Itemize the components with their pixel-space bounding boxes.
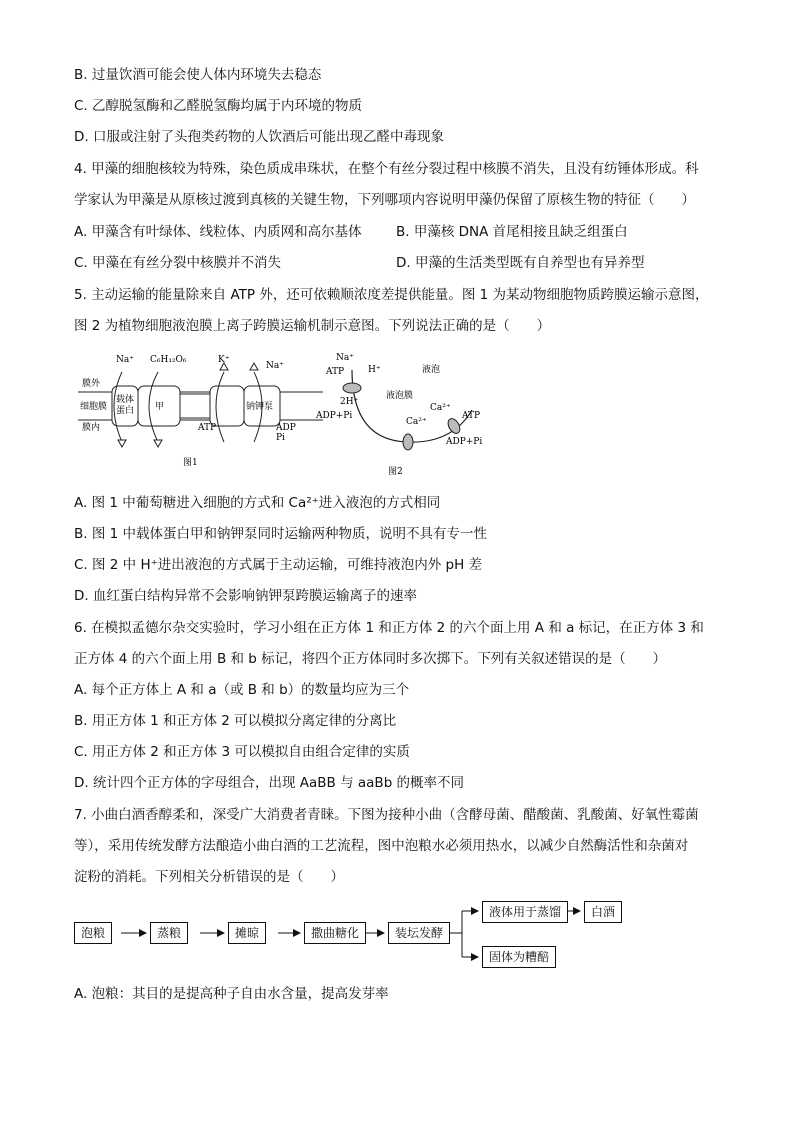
q6-option-c: C. 用正方体 2 和正方体 3 可以模拟自由组合定律的实质 <box>74 744 410 760</box>
figure-1-membrane-transport <box>78 350 323 475</box>
fig1-glucose: C₆H₁₂O₆ <box>150 355 187 365</box>
fig1-ion-k: K⁺ <box>218 355 230 365</box>
q4-option-b: B. 甲藻核 DNA 首尾相接且缺乏组蛋白 <box>396 224 628 240</box>
flow-step-liquor: 白酒 <box>584 901 622 923</box>
q6-option-b: B. 用正方体 1 和正方体 2 可以模拟分离定律的分离比 <box>74 713 397 729</box>
flow-step-soak: 泡粮 <box>74 922 112 944</box>
q4-stem-line1: 4. 甲藻的细胞核较为特殊，染色质成串珠状，在整个有丝分裂过程中核膜不消失，且没有纺锤体形成。科 <box>74 161 699 177</box>
fig1-protein-jia: 甲 <box>155 402 165 412</box>
fig2-ion-ca-1: Ca²⁺ <box>430 403 451 413</box>
fig1-carrier-label-2: 蛋白 <box>116 406 135 416</box>
q5-option-d: D. 血红蛋白结构异常不会影响钠钾泵跨膜运输离子的速率 <box>74 588 417 604</box>
q7-stem-line3: 淀粉的消耗。下列相关分析错误的是（ ） <box>74 869 344 885</box>
q7-stem-line2: 等），采用传统发酵方法酿造小曲白酒的工艺流程，图中泡粮水必须用热水，以减少自然酶活性和杂菌对 <box>74 838 689 854</box>
q4-option-a: A. 甲藻含有叶绿体、线粒体、内质网和高尔基体 <box>74 224 362 240</box>
q7-stem-line1: 7. 小曲白酒香醇柔和，深受广大消费者青睐。下图为接种小曲（含酵母菌、醋酸菌、乳酸菌、好氧性霉菌 <box>74 807 699 823</box>
q7-option-a: A. 泡粮：其目的是提高种子自由水含量，提高发芽率 <box>74 986 389 1002</box>
q4-stem-line2: 学家认为甲藻是从原核过渡到真核的关键生物，下列哪项内容说明甲藻仍保留了原核生物的特征（ ） <box>74 192 695 208</box>
fig1-caption: 图1 <box>183 458 198 468</box>
q5-option-c: C. 图 2 中 H⁺进出液泡的方式属于主动运输，可维持液泡内外 pH 差 <box>74 557 483 573</box>
q3-option-b: B. 过量饮酒可能会使人体内环境失去稳态 <box>74 67 322 83</box>
fig1-label-outside: 膜外 <box>82 379 101 389</box>
fig1-ion-na-1: Na⁺ <box>116 355 134 365</box>
fig2-caption: 图2 <box>388 467 403 477</box>
fig2-tonoplast-label: 液泡膜 <box>386 391 414 401</box>
q6-option-a: A. 每个正方体上 A 和 a（或 B 和 b）的数量均应为三个 <box>74 682 410 698</box>
fig1-carrier-label-1: 载体 <box>116 395 135 405</box>
fig2-ion-h: H⁺ <box>368 365 381 375</box>
fig2-vacuole-label: 液泡 <box>422 365 441 375</box>
fig1-adp: ADP <box>276 423 296 433</box>
q6-option-d: D. 统计四个正方体的字母组合，出现 AaBB 与 aaBb 的概率不同 <box>74 775 465 791</box>
q4-option-c: C. 甲藻在有丝分裂中核膜并不消失 <box>74 255 282 271</box>
q4-option-d: D. 甲藻的生活类型既有自养型也有异养型 <box>396 255 645 271</box>
q5-option-a: A. 图 1 中葡萄糖进入细胞的方式和 Ca²⁺进入液泡的方式相同 <box>74 495 441 511</box>
q5-option-b: B. 图 1 中载体蛋白甲和钠钾泵同时运输两种物质，说明不具有专一性 <box>74 526 488 542</box>
fig1-pump-label: 钠钾泵 <box>246 402 274 412</box>
flow-step-saccharify: 撒曲糖化 <box>304 922 366 944</box>
flow-step-liquid: 液体用于蒸馏 <box>482 901 568 923</box>
flow-step-solid: 固体为糟醅 <box>482 946 556 968</box>
q3-option-d: D. 口服或注射了头孢类药物的人饮酒后可能出现乙醛中毒现象 <box>74 129 444 145</box>
q3-option-c: C. 乙醇脱氢酶和乙醛脱氢酶均属于内环境的物质 <box>74 98 363 114</box>
flow-step-steam: 蒸粮 <box>150 922 188 944</box>
fig2-ion-ca-2: Ca²⁺ <box>406 417 427 427</box>
figure-2-vacuole-transport <box>312 350 502 480</box>
flow-step-ferment: 装坛发酵 <box>388 922 450 944</box>
fig2-adp-2: ADP+Pi <box>446 437 483 447</box>
fig2-ion-2h: 2H⁺ <box>340 397 359 407</box>
flow-step-cool: 摊晾 <box>228 922 266 944</box>
q6-stem-line2: 正方体 4 的六个面上用 B 和 b 标记，将四个正方体同时多次掷下。下列有关叙述错误的是（ ） <box>74 651 667 667</box>
fig2-adp-1: ADP+Pi <box>316 411 353 421</box>
fig1-label-inside: 膜内 <box>82 423 101 433</box>
fig1-pi: Pi <box>276 433 285 443</box>
q5-stem-line1: 5. 主动运输的能量除来自 ATP 外，还可依赖顺浓度差提供能量。图 1 为某动物细胞物质跨膜运输示意图， <box>74 287 709 303</box>
fig1-ion-na-2: Na⁺ <box>266 361 284 371</box>
fig2-atp-1: ATP <box>326 367 345 377</box>
fig1-atp: ATP <box>198 423 217 433</box>
q6-stem-line1: 6. 在模拟孟德尔杂交实验时，学习小组在正方体 1 和正方体 2 的六个面上用 A 和 a 标记，在正方体 3 和 <box>74 620 704 636</box>
fig2-atp-2: ATP <box>462 411 481 421</box>
fig2-ion-na: Na⁺ <box>336 353 354 363</box>
fig1-label-membrane: 细胞膜 <box>80 402 108 412</box>
q5-stem-line2: 图 2 为植物细胞液泡膜上离子跨膜运输机制示意图。下列说法正确的是（ ） <box>74 318 551 334</box>
